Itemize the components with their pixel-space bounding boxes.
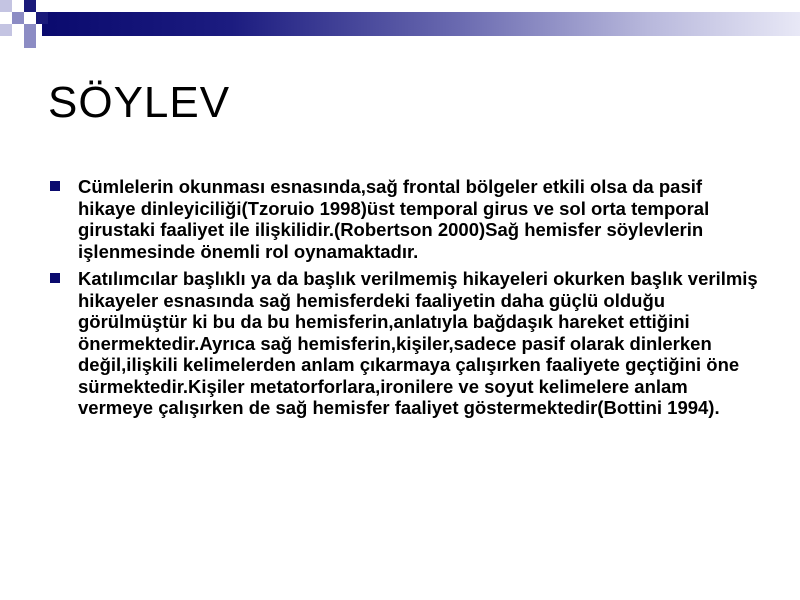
header-gradient-bar bbox=[42, 12, 800, 36]
decor-square bbox=[24, 0, 36, 12]
slide-title: SÖYLEV bbox=[48, 78, 231, 127]
square-bullet-icon bbox=[50, 273, 60, 283]
bullet-list bbox=[50, 176, 760, 425]
square-bullet-icon bbox=[50, 181, 60, 191]
bullet-item bbox=[50, 268, 760, 419]
bullet-text: Katılımcılar başlıklı ya da başlık verilmemiş hikayeleri okurken başlık verilmiş hikayeler esnasında sağ hemisferdeki faaliyetin daha güçlü olduğu görülmüştür ki bu da bu hemisferin,anlatıyla bağdaşık hareket ettiğini önermektedir.Ayrıca sağ hemisferin,kişiler,sadece pasif olarak dinlerken değil,ilişkili kelimelerden anlam çıkarmaya çalışırken faaliyete geçtiğini öne sürmektedir.Kişiler metatorforlara,ironilere ve soyut kelimelere anlam vermeye çalışırken de sağ hemisfer faaliyet göstermektedir(Bottini 1994). bbox=[78, 268, 758, 418]
bullet-item bbox=[50, 176, 760, 262]
decor-square bbox=[0, 0, 12, 12]
decor-square bbox=[36, 12, 48, 24]
decor-square bbox=[24, 24, 36, 36]
bullet-text: Cümlelerin okunması esnasında,sağ frontal bölgeler etkili olsa da pasif hikaye dinleyiciliği(Tzoruio 1998)üst temporal girus ve sol orta temporal girustaki faaliyet ile ilişkilidir.(Robertson 2000)Sağ hemisfer söylevlerin işlenmesinde önemli rol oynamaktadır. bbox=[78, 176, 710, 262]
header-decoration bbox=[0, 0, 800, 50]
decor-square bbox=[24, 36, 36, 48]
decor-square bbox=[0, 24, 12, 36]
decor-square bbox=[12, 12, 24, 24]
